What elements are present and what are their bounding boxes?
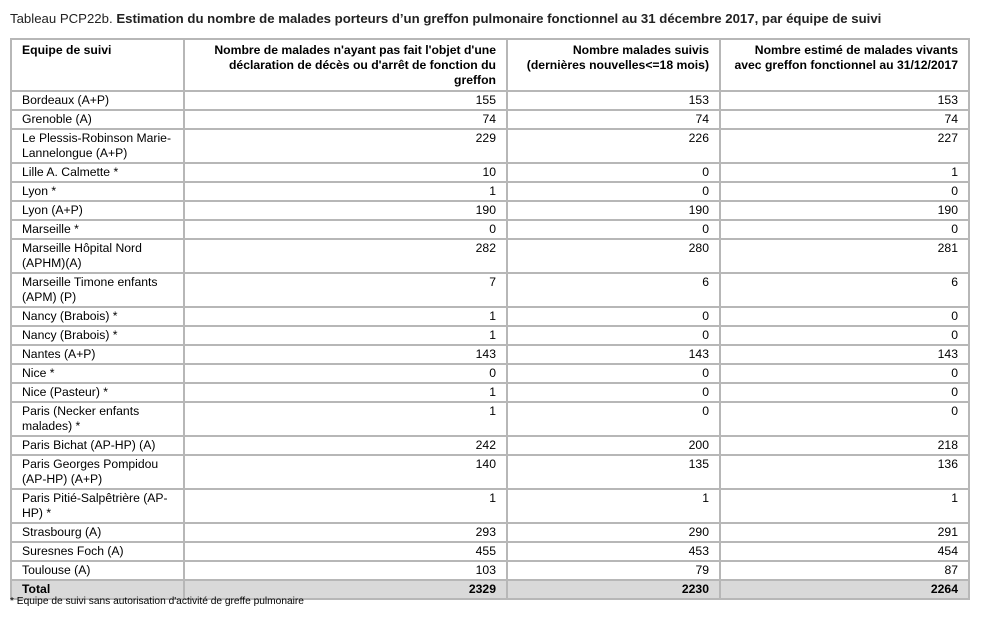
cell-team: Nice * (11, 364, 184, 383)
cell-team: Paris (Necker enfants malades) * (11, 402, 184, 436)
cell-alive: 281 (720, 239, 969, 273)
cell-not-declared: 74 (184, 110, 507, 129)
table-caption (10, 11, 985, 26)
cell-team: Nancy (Brabois) * (11, 326, 184, 345)
cell-not-declared: 1 (184, 489, 507, 523)
cell-followed: 190 (507, 201, 720, 220)
footnote: * Equipe de suivi sans autorisation d'activité de greffe pulmonaire (10, 596, 304, 607)
cell-followed: 74 (507, 110, 720, 129)
table-row (11, 436, 969, 455)
cell-not-declared: 1 (184, 182, 507, 201)
table-row (11, 129, 969, 163)
table-row (11, 364, 969, 383)
table-row (11, 182, 969, 201)
cell-alive: 0 (720, 383, 969, 402)
cell-alive: 153 (720, 91, 969, 110)
cell-followed: 0 (507, 220, 720, 239)
cell-not-declared: 143 (184, 345, 507, 364)
cell-followed: 79 (507, 561, 720, 580)
table-title: Estimation du nombre de malades porteurs d’un greffon pulmonaire fonctionnel au 31 décembre 2017, par équipe de suivi (116, 11, 882, 26)
cell-team: Marseille * (11, 220, 184, 239)
cell-not-declared: 103 (184, 561, 507, 580)
cell-team: Le Plessis-Robinson Marie-Lannelongue (A+P) (11, 129, 184, 163)
cell-not-declared: 1 (184, 307, 507, 326)
cell-not-declared: 293 (184, 523, 507, 542)
total-followed: 2230 (507, 580, 720, 599)
cell-alive: 0 (720, 307, 969, 326)
total-not-declared: 2329 (184, 580, 507, 599)
table-row (11, 220, 969, 239)
table-row (11, 110, 969, 129)
cell-not-declared: 1 (184, 383, 507, 402)
cell-team: Lyon * (11, 182, 184, 201)
cell-not-declared: 1 (184, 326, 507, 345)
table-row (11, 239, 969, 273)
cell-followed: 0 (507, 364, 720, 383)
table-row (11, 455, 969, 489)
cell-followed: 1 (507, 489, 720, 523)
table-row (11, 163, 969, 182)
cell-followed: 0 (507, 326, 720, 345)
table-row (11, 91, 969, 110)
cell-followed: 0 (507, 163, 720, 182)
cell-team: Suresnes Foch (A) (11, 542, 184, 561)
cell-followed: 0 (507, 182, 720, 201)
cell-alive: 143 (720, 345, 969, 364)
cell-followed: 135 (507, 455, 720, 489)
table-row (11, 201, 969, 220)
cell-followed: 0 (507, 402, 720, 436)
cell-team: Nantes (A+P) (11, 345, 184, 364)
header-row (11, 39, 969, 91)
cell-alive: 190 (720, 201, 969, 220)
cell-not-declared: 0 (184, 220, 507, 239)
cell-team: Strasbourg (A) (11, 523, 184, 542)
cell-alive: 0 (720, 220, 969, 239)
cell-not-declared: 282 (184, 239, 507, 273)
cell-team: Bordeaux (A+P) (11, 91, 184, 110)
cell-team: Paris Georges Pompidou (AP-HP) (A+P) (11, 455, 184, 489)
table-body (11, 91, 969, 580)
header-followed: Nombre malades suivis (dernières nouvelles<=18 mois) (507, 39, 720, 91)
table-row (11, 345, 969, 364)
cell-team: Marseille Hôpital Nord (APHM)(A) (11, 239, 184, 273)
cell-not-declared: 455 (184, 542, 507, 561)
cell-not-declared: 10 (184, 163, 507, 182)
table-row (11, 383, 969, 402)
cell-followed: 0 (507, 383, 720, 402)
cell-alive: 218 (720, 436, 969, 455)
cell-team: Paris Pitié-Salpêtrière (AP-HP) * (11, 489, 184, 523)
cell-team: Marseille Timone enfants (APM) (P) (11, 273, 184, 307)
cell-alive: 0 (720, 402, 969, 436)
table-row (11, 307, 969, 326)
cell-alive: 1 (720, 163, 969, 182)
table-row (11, 561, 969, 580)
header-not-declared: Nombre de malades n'ayant pas fait l'objet d'une déclaration de décès ou d'arrêt de fonction du greffon (184, 39, 507, 91)
cell-alive: 291 (720, 523, 969, 542)
cell-alive: 0 (720, 364, 969, 383)
table-row (11, 489, 969, 523)
cell-followed: 0 (507, 307, 720, 326)
total-label: Total (11, 580, 184, 599)
cell-not-declared: 1 (184, 402, 507, 436)
cell-alive: 227 (720, 129, 969, 163)
cell-followed: 226 (507, 129, 720, 163)
cell-team: Paris Bichat (AP-HP) (A) (11, 436, 184, 455)
cell-followed: 453 (507, 542, 720, 561)
header-alive: Nombre estimé de malades vivants avec greffon fonctionnel au 31/12/2017 (720, 39, 969, 91)
cell-alive: 0 (720, 182, 969, 201)
cell-alive: 136 (720, 455, 969, 489)
cell-team: Toulouse (A) (11, 561, 184, 580)
cell-not-declared: 190 (184, 201, 507, 220)
cell-not-declared: 7 (184, 273, 507, 307)
cell-alive: 74 (720, 110, 969, 129)
cell-alive: 6 (720, 273, 969, 307)
cell-followed: 153 (507, 91, 720, 110)
cell-team: Nancy (Brabois) * (11, 307, 184, 326)
cell-alive: 1 (720, 489, 969, 523)
transplant-table (10, 38, 970, 600)
cell-team: Lyon (A+P) (11, 201, 184, 220)
cell-not-declared: 155 (184, 91, 507, 110)
cell-not-declared: 0 (184, 364, 507, 383)
cell-team: Lille A. Calmette * (11, 163, 184, 182)
cell-alive: 0 (720, 326, 969, 345)
table-number: Tableau PCP22b. (10, 11, 113, 26)
cell-not-declared: 229 (184, 129, 507, 163)
cell-not-declared: 140 (184, 455, 507, 489)
cell-team: Grenoble (A) (11, 110, 184, 129)
cell-followed: 290 (507, 523, 720, 542)
cell-followed: 280 (507, 239, 720, 273)
cell-team: Nice (Pasteur) * (11, 383, 184, 402)
header-team: Equipe de suivi (11, 39, 184, 91)
table-row (11, 273, 969, 307)
cell-not-declared: 242 (184, 436, 507, 455)
table-row (11, 402, 969, 436)
cell-alive: 87 (720, 561, 969, 580)
total-alive: 2264 (720, 580, 969, 599)
cell-followed: 6 (507, 273, 720, 307)
cell-followed: 143 (507, 345, 720, 364)
cell-alive: 454 (720, 542, 969, 561)
cell-followed: 200 (507, 436, 720, 455)
table-row (11, 326, 969, 345)
table-row (11, 523, 969, 542)
table-row (11, 542, 969, 561)
